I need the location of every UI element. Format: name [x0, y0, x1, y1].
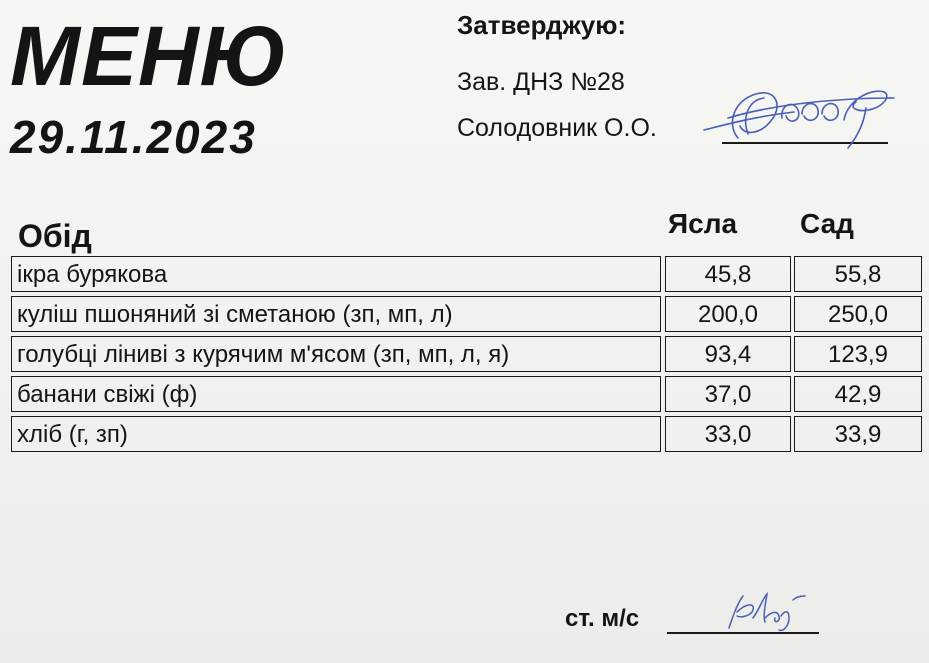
dish-name: голубці ліниві з курячим м'ясом (зп, мп, л, я): [11, 336, 661, 372]
document-date: 29.11.2023: [10, 111, 257, 163]
sad-portion: 123,9: [794, 336, 922, 372]
dish-name: хліб (г, зп): [11, 416, 661, 452]
table-row: [11, 296, 922, 336]
approval-signature: [698, 78, 898, 158]
approval-name: Солодовник О.О.: [457, 114, 657, 142]
nurse-signature: [715, 588, 815, 634]
column-header-sad: Сад: [800, 208, 854, 239]
approval-block: [457, 10, 657, 142]
dish-name: банани свіжі (ф): [11, 376, 661, 412]
dish-name: куліш пшоняний зі сметаною (зп, мп, л): [11, 296, 661, 332]
yasla-portion: 93,4: [665, 336, 791, 372]
approval-position: Зав. ДНЗ №28: [457, 68, 625, 96]
table-row: [11, 256, 922, 296]
column-header-yasla: Ясла: [668, 208, 738, 239]
sad-portion: 33,9: [794, 416, 922, 452]
section-title: Обід: [18, 218, 92, 254]
table-row: [11, 336, 922, 376]
menu-table: [11, 256, 922, 456]
approval-title: Затверджую:: [457, 10, 627, 40]
dish-name: ікра бурякова: [11, 256, 661, 292]
table-row: [11, 416, 922, 456]
sad-portion: 250,0: [794, 296, 922, 332]
nurse-label: ст. м/с: [565, 605, 640, 632]
sad-portion: 42,9: [794, 376, 922, 412]
sad-portion: 55,8: [794, 256, 922, 292]
yasla-portion: 200,0: [665, 296, 791, 332]
document-title: МЕНЮ: [10, 9, 289, 103]
yasla-portion: 33,0: [665, 416, 791, 452]
table-row: [11, 376, 922, 416]
yasla-portion: 45,8: [665, 256, 791, 292]
yasla-portion: 37,0: [665, 376, 791, 412]
